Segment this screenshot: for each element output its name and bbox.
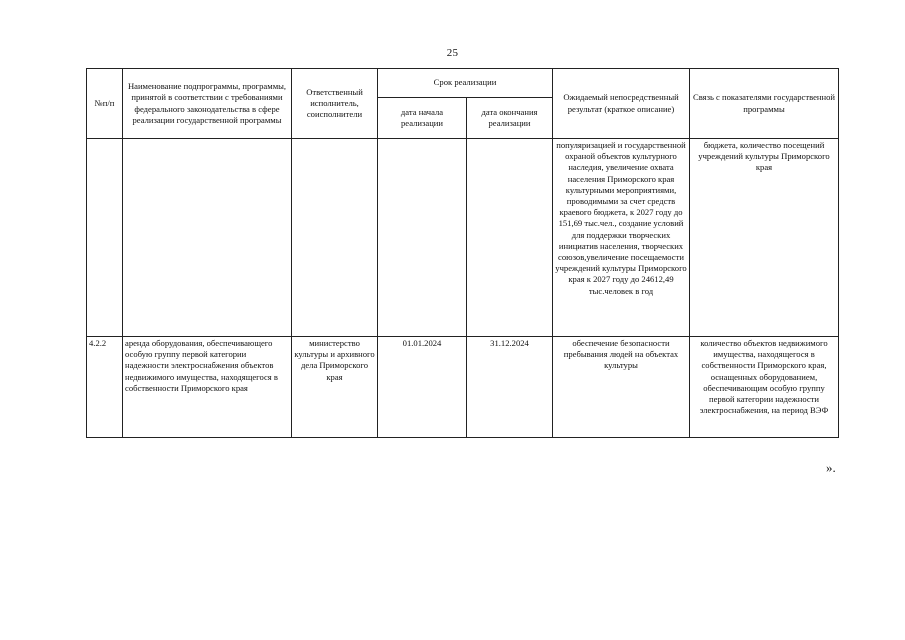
table-row bbox=[87, 139, 839, 337]
closing-quote: ». bbox=[826, 460, 836, 475]
header-start: дата начала реализации bbox=[378, 98, 467, 139]
header-executor: Ответственный исполнитель, соисполнители bbox=[292, 69, 378, 139]
cell-name: аренда оборудования, обеспечивающего особую группу первой категории надежности электроснабжения объектов недвижимого имущества, находящегося в собственности Приморского края bbox=[123, 337, 292, 438]
cell-start bbox=[378, 139, 467, 337]
header-name: Наименование подпрограммы, программы, принятой в соответствии с требованиями федерального законодательства в сфере реализации государственной программы bbox=[123, 69, 292, 139]
cell-num: 4.2.2 bbox=[87, 337, 123, 438]
header-period: Срок реализации bbox=[378, 69, 553, 98]
cell-result: популяризацией и государственной охраной объектов культурного наследия, увеличение охвата населения Приморского края культурными мероприятиями, проводимыми за счет средств краевого бюджета, к 2027 году до 151,69 тыс.чел., создание условий для поддержки творческих инициатив населения, творческих союзов,увеличение посещаемости учреждений культуры Приморского края к 2027 году до 24612,49 тыс.человек в год bbox=[553, 139, 690, 337]
table-row bbox=[87, 337, 839, 438]
header-end: дата окончания реализации bbox=[467, 98, 553, 139]
header-result: Ожидаемый непосредственный результат (краткое описание) bbox=[553, 69, 690, 139]
cell-executor bbox=[292, 139, 378, 337]
header-num: №п/п bbox=[87, 69, 123, 139]
header-row bbox=[87, 69, 839, 98]
program-table bbox=[86, 68, 839, 438]
cell-end bbox=[467, 139, 553, 337]
cell-name bbox=[123, 139, 292, 337]
cell-link: количество объектов недвижимого имущества, находящегося в собственности Приморского края, оснащенных оборудованием, обеспечивающим особую группу первой категории надежности электроснабжения, на период ВЭФ bbox=[690, 337, 839, 438]
page-number: 25 bbox=[446, 47, 459, 59]
cell-start: 01.01.2024 bbox=[378, 337, 467, 438]
cell-end: 31.12.2024 bbox=[467, 337, 553, 438]
header-link: Связь с показателями государственной программы bbox=[690, 69, 839, 139]
cell-result: обеспечение безопасности пребывания людей на объектах культуры bbox=[553, 337, 690, 438]
cell-executor: министерство культуры и архивного дела Приморского края bbox=[292, 337, 378, 438]
cell-link: бюджета, количество посещений учреждений культуры Приморского края bbox=[690, 139, 839, 337]
cell-num bbox=[87, 139, 123, 337]
